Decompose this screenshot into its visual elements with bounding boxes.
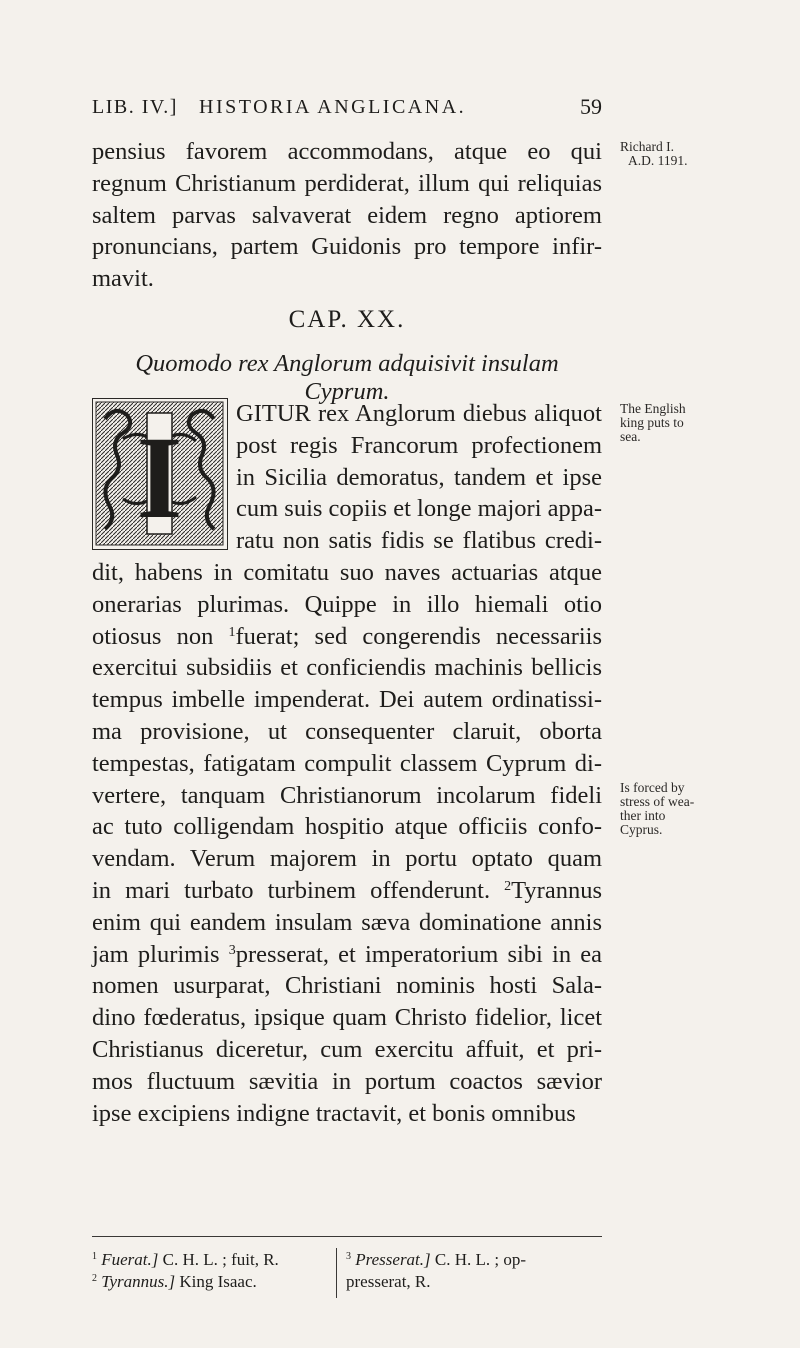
margin-note-line: stress of wea- xyxy=(620,794,695,809)
margin-note-line: Cyprus. xyxy=(620,822,663,837)
chapter-body xyxy=(92,557,602,1129)
text-line: mos fluctuum sævitia in portum coactos sævior xyxy=(92,1067,602,1095)
ornament-icon xyxy=(93,399,226,548)
text-line: pensius favorem accommodans, atque eo qui xyxy=(92,138,602,165)
margin-note-line: A.D. 1191. xyxy=(628,153,688,168)
footnote-1 xyxy=(92,1249,279,1271)
margin-note-line: Richard I. xyxy=(620,139,674,154)
book-reference: LIB. IV.] xyxy=(92,96,178,118)
text-line: ipse excipiens indigne tractavit, et bonis omnibus xyxy=(92,1099,576,1127)
footnote-reference: 1 xyxy=(228,624,236,640)
footnote-text: C. H. L. ; op- xyxy=(430,1250,527,1269)
text-line: dit, habens in comitatu suo naves actuarias atque xyxy=(92,559,602,586)
footnote-text: C. H. L. ; fuit, R. xyxy=(158,1250,279,1269)
chapter-opening-lines xyxy=(236,398,602,557)
footnote-column-divider xyxy=(336,1248,337,1298)
margin-note-date xyxy=(620,140,730,168)
text-line: pronuncians, partem Guidonis pro tempore infir- xyxy=(92,233,602,261)
text-line: otiosus non $^1$fuerat; sed congerendis necessariis xyxy=(92,622,602,650)
text-line: jam plurimis $^3$presserat, et imperatorium sibi in ea xyxy=(92,940,602,968)
initial-letter: I xyxy=(136,412,183,543)
margin-note-line: ther into xyxy=(620,808,666,823)
margin-note-line: king puts to xyxy=(620,415,684,430)
text-line: in mari turbato turbinem offenderunt. $^2$Tyrannus xyxy=(92,876,602,904)
text-line: ratu non satis fidis se flatibus credi- xyxy=(236,527,602,555)
opening-paragraph xyxy=(92,136,602,295)
text-line: dino fœderatus, ipsique quam Christo fidelior, licet xyxy=(92,1004,602,1032)
running-title: HISTORIA ANGLICANA. xyxy=(199,96,467,118)
text-line: vendam. Verum majorem in portu optato quam xyxy=(92,845,602,873)
text-line: vertere, tanquam Christianorum incolarum fideli xyxy=(92,781,602,809)
footnote-text: presserat, R. xyxy=(346,1272,431,1291)
footnote-3-continuation xyxy=(346,1271,431,1293)
text-line: onerarias plurimas. Quippe in illo hiemali otio xyxy=(92,590,602,618)
text-line: regnum Christianum perdiderat, illum qui reliquias xyxy=(92,169,602,197)
footnote-lemma: Presserat.] xyxy=(355,1250,431,1269)
text-line: exercitui subsidiis et conficiendis machinis bellicis xyxy=(92,654,602,682)
text-line: tempestas, fatigatam compulit classem Cyprum di- xyxy=(92,749,602,777)
footnote-reference: 3 xyxy=(228,942,236,958)
text-line: in Sicilia demoratus, tandem et ipse xyxy=(236,463,602,491)
footnote-3 xyxy=(346,1249,526,1271)
page-number: 59 xyxy=(580,94,602,119)
footnote-lemma: Tyrannus.] xyxy=(101,1272,176,1291)
text-line: Christianus diceretur, cum exercitu affuit, et pri- xyxy=(92,1035,602,1063)
text-line: post regis Francorum profectionem xyxy=(236,431,602,459)
text-line: mavit. xyxy=(92,265,154,293)
text-line: GITUR rex Anglorum diebus aliquot xyxy=(236,400,602,427)
margin-note-cyprus xyxy=(620,781,730,837)
text-line: enim qui eandem insulam sæva dominatione annis xyxy=(92,908,602,936)
footnote-rule xyxy=(92,1236,602,1237)
margin-note-line: sea. xyxy=(620,429,641,444)
margin-note-line: The English xyxy=(620,401,686,416)
text-line: tempus imbelle impenderat. Dei autem ordinatissi- xyxy=(92,686,602,714)
text-line: saltem parvas salvaverat eidem regno aptiorem xyxy=(92,201,602,229)
footnote-text: King Isaac. xyxy=(175,1272,257,1291)
text-line: nomen usurparat, Christiani nominis hosti Sala- xyxy=(92,972,602,1000)
running-head xyxy=(92,96,602,126)
chapter-subtitle: Quomodo rex Anglorum adquisivit insulam Cyprum. xyxy=(135,350,559,405)
margin-note-sets-sail xyxy=(620,402,730,444)
chapter-heading: CAP. XX. xyxy=(288,306,406,333)
footnote-mark: 3 xyxy=(346,1251,351,1262)
margin-note-line: Is forced by xyxy=(620,780,685,795)
text-line: ma provisione, ut consequenter claruit, oborta xyxy=(92,717,602,745)
text-line: ac tuto colligendam hospitio atque officiis confo- xyxy=(92,813,602,841)
footnote-lemma: Fuerat.] xyxy=(101,1250,159,1269)
footnote-2 xyxy=(92,1271,257,1293)
text-line: cum suis copiis et longe majori appa- xyxy=(236,495,603,523)
decorated-initial xyxy=(92,398,228,550)
footnote-mark: 1 xyxy=(92,1251,97,1262)
footnote-mark: 2 xyxy=(92,1273,97,1284)
footnote-reference: 2 xyxy=(504,878,512,894)
